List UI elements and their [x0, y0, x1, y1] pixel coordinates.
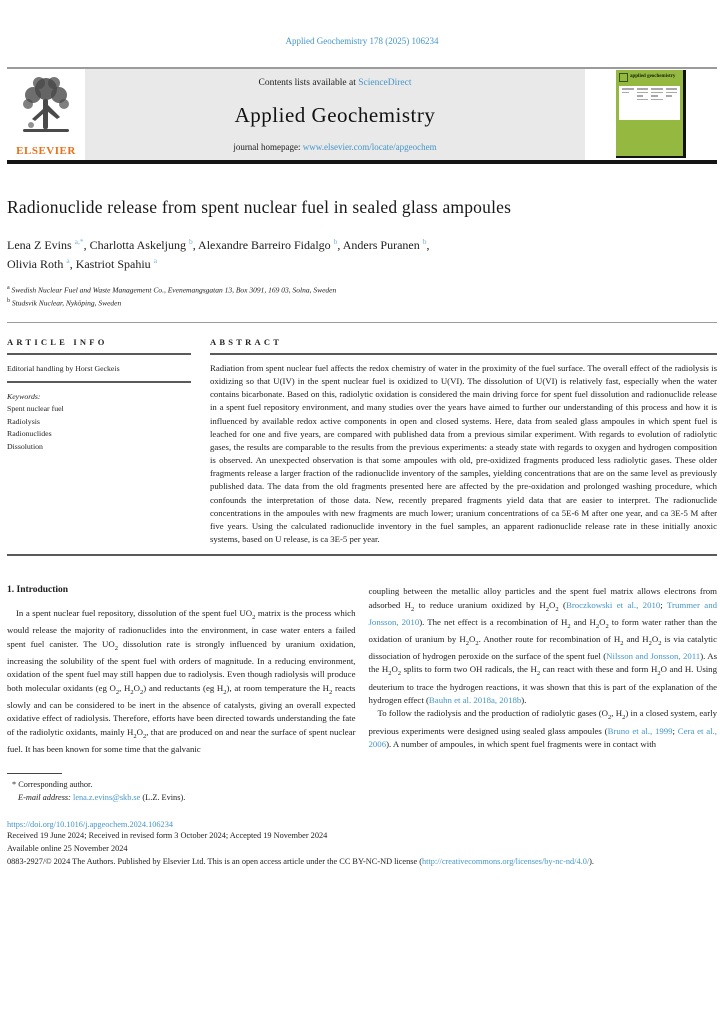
- body-paragraph: coupling between the metallic alloy particles and the spent fuel matrix allows electrons from adsorbed $H_2$ to reduce uranium oxidized by $H_2O_2$ (Broczkowski et al., 2010; Trummer and Jonsson, 2010). The net effect is a recombination of $H_2$ and $H_2O_2$ to form water rather than the oxidation of uranium by $H_2O_2$. Another route for recombination of $H_2$ and $H_2O_2$ is via catalytic dissociation of hydrogen peroxide on the surface of the spent fuel (Nilsson and Jonsson, 2011). As the $H_2O_2$ splits to form two OH radicals, the $H_2$ can react with these and form $H_2O$ and H. Using deuterium to trace the hydrogen reactions, it was shown that this is part of the explanation of the hydrogen effect (Bauhn et al. 2018a, 2018b).: [368, 586, 718, 706]
- doi-link[interactable]: https://doi.org/10.1016/j.apgeochem.2024.106234: [7, 820, 174, 830]
- homepage-prefix: journal homepage:: [233, 142, 303, 152]
- meta-section: [7, 337, 717, 546]
- article-info-section: [7, 337, 191, 546]
- journal-header: [7, 69, 717, 160]
- abstract-heading: ABSTRACT: [210, 337, 283, 347]
- cover-title: applied geochemistry: [630, 74, 676, 79]
- body-paragraph: To follow the radiolysis and the production of radiolytic gases ($O_2$, $H_2$) in a closed system, early previous experiments were designed using sealed glass ampoules (Bruno et al., 1999; Cera et al., 2006). A number of ampoules, in which spent fuel fragments were in contact with: [368, 708, 717, 749]
- header-bottom-rule: [7, 160, 717, 164]
- available-online-date: Available online 25 November 2024: [7, 844, 128, 854]
- keywords-rule: [7, 381, 191, 383]
- sciencedirect-link[interactable]: ScienceDirect: [358, 78, 412, 88]
- contents-prefix: Contents lists available at: [258, 78, 359, 88]
- keyword-item: Radionuclides: [7, 429, 52, 438]
- homepage-line: [233, 142, 436, 152]
- abstract-rule: [210, 353, 717, 355]
- body-paragraph: In a spent nuclear fuel repository, dissolution of the spent fuel $UO_2$ matrix is the process which would release the majority of radionuclides into the environment, in case water enters a failed spent fuel canister. The $UO_2$ dissolution rate is strongly influenced by uranium oxidation, increasing the solubility of the spent fuel with orders of magnitude. In a reducing environment, oxidation of the spent fuel may still happen due to radiolysis. Even though radiolysis will produce both molecular oxidants (eg $O_2$, $H_2O_2$) and reductants (eg $H_2$), at room temperature the $H_2$ reacts slowly and can be considered to be inert in the absence of catalysts, giving an overall expected oxidative effect of radiolysis. Therefore, efforts have been directed towards understanding the fate of the radiolytic oxidants, mainly $H_2O_2$, that are produced on and near the surface of spent nuclear fuel. It has been known for some time that the galvanic: [7, 608, 356, 754]
- affiliation-b: $^b$ Studsvik Nuclear, Nyköping, Sweden: [7, 298, 122, 308]
- journal-citation-link[interactable]: Applied Geochemistry 178 (2025) 106234: [285, 36, 439, 46]
- corresponding-author-note: * Corresponding author.: [12, 780, 93, 790]
- email-address-line: E-mail address: lena.z.evins@skb.se (L.Z. Evins).: [18, 792, 186, 802]
- keywords-label: Keywords:: [7, 392, 41, 401]
- keyword-item: Radiolysis: [7, 416, 40, 426]
- keyword-item: Spent nuclear fuel: [7, 404, 64, 413]
- article-info-heading: ARTICLE INFO: [7, 337, 108, 347]
- abstract-text: Radiation from spent nuclear fuel affects the redox chemistry of water in the proximity of the fuel surface. The overall effect of the radiolysis is oxidizing so that U(IV) in the spent nuclear fuel is oxidized to U(VI). The dissolution of U(VI) is relatively fast, especially when the water contains bicarbonate. Based on this, radiolytic oxidation is considered the main driving force for spent fuel dissolution and radionuclide release in a spent fuel repository environment, and many studies over the years have aimed to further our understanding of this process and how it is influenced by available redox active components in open and closed systems. Here, data from sealed glass ampoules in which spent fuel is leached for one and five years, are compared with published data from a previous similar experiment. With regards to evolution of radiolytic gases, the results are comparable to the results from the previous experiments: a steady state with regards to oxygen and hydrogen composition is observed. An unexpected observation is that some ampoules with old, pre-oxidized fragments produced less radiolytic gases. These older fragments release a larger fraction of the radionuclide inventory of the samples, yielding concentrations that are on the same level as previously published data. The data from the old fragments presented here are affected by the pre-oxidation and prolonged washing procedure, which confounds the interpretation of those data. New, recently prepared fragments yield data that are easier to interpret. The radionuclide concentrations in the ampoules with new fragments are much lower; uranium concentrations of ca 5E-6 M after one year, and ca 3E-5 M after five years. Using the calculated radionuclide inventory in the fuel samples, an apparent radionuclide release rate in these initially anoxic systems, based on U release, is ca 3E-5 per year.: [210, 363, 717, 545]
- cover-logo-icon: [619, 73, 628, 82]
- affiliations: [7, 283, 717, 309]
- contents-line: [258, 78, 411, 88]
- title-block-divider: [7, 322, 717, 323]
- elsevier-tree-icon: [19, 75, 73, 139]
- affiliation-a: $^a$ Swedish Nuclear Fuel and Waste Management Co., Evenemangsgatan 13, Box 3091, 169 03, Solna, Sweden: [7, 285, 337, 295]
- abstract-section: [210, 337, 717, 546]
- footnote-rule: [7, 773, 62, 774]
- journal-banner: [85, 69, 585, 160]
- copyright-license-line: 0883-2927/© 2024 The Authors. Published by Elsevier Ltd. This is an open access article under the CC BY-NC-ND license (http://creativecommons.org/licenses/by-nc-nd/4.0/).: [7, 857, 594, 867]
- cover-contents-band: [619, 86, 680, 120]
- introduction-heading: 1. Introduction: [7, 585, 69, 596]
- keyword-item: Dissolution: [7, 441, 43, 451]
- article-title: Radionuclide release from spent nuclear fuel in sealed glass ampoules: [7, 197, 512, 217]
- journal-homepage-link[interactable]: www.elsevier.com/locate/apgeochem: [302, 142, 437, 152]
- author-list: Lena Z Evins $^{a,*}$, Charlotta Askeljung $^b$, Alexandre Barreiro Fidalgo $^b$, Anders Puranen $^b$, Olivia Roth $^a$, Kastriot Spahiu $^a$: [7, 237, 430, 271]
- article-body: [7, 585, 717, 756]
- journal-cover-image: [616, 70, 686, 158]
- meta-bottom-rule: [7, 554, 717, 556]
- journal-title: Applied Geochemistry: [234, 102, 436, 127]
- received-dates: Received 19 June 2024; Received in revised form 3 October 2024; Accepted 19 November 2024: [7, 831, 328, 841]
- article-info-rule: [7, 353, 191, 355]
- journal-cover-thumbnail[interactable]: [585, 69, 717, 160]
- editorial-note: Editorial handling by Horst Geckeis: [7, 364, 120, 373]
- body-right-column: [369, 585, 718, 756]
- elsevier-wordmark: ELSEVIER: [16, 145, 76, 157]
- elsevier-logo[interactable]: [7, 69, 85, 160]
- body-left-column: [7, 585, 356, 756]
